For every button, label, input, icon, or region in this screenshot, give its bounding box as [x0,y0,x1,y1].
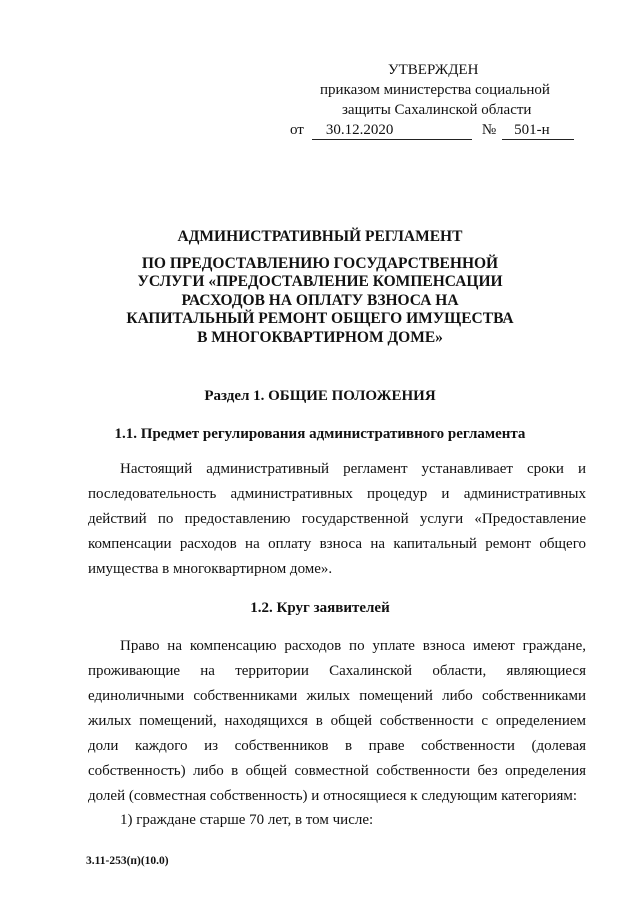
approval-order-line: приказом министерства социальной [320,82,550,98]
subsection-2-paragraph [88,634,586,809]
approval-date-number-line [280,120,580,140]
list-item-1: 1) граждане старше 70 лет, в том числе: [120,812,374,828]
approval-date: 30.12.2020 [312,122,472,140]
subsection-1-text: Настоящий административный регламент устанавливает сроки и последовательность административных процедур и административных действий по предоставлению государственной услуги «Предоставление компенсации расходов на оплату взноса на капитальный ремонт общего имущества в многоквартирном доме». [88,461,586,577]
section-heading: Раздел 1. ОБЩИЕ ПОЛОЖЕНИЯ [204,388,436,404]
title-line-6: В МНОГОКВАРТИРНОМ ДОМЕ» [197,328,443,346]
approval-block [280,60,580,140]
approval-ministry-line: защиты Сахалинской области [342,102,532,118]
subsection-1-heading: 1.1. Предмет регулирования административного регламента [114,426,526,442]
approval-number: 501-н [502,122,574,140]
title-line-3: УСЛУГИ «ПРЕДОСТАВЛЕНИЕ КОМПЕНСАЦИИ [137,273,503,290]
date-prefix: от [290,122,304,138]
title-line-5: КАПИТАЛЬНЫЙ РЕМОНТ ОБЩЕГО ИМУЩЕСТВА [126,310,514,327]
title-line-1: АДМИНИСТРАТИВНЫЙ РЕГЛАМЕНТ [177,228,463,245]
title-line-4: РАСХОДОВ НА ОПЛАТУ ВЗНОСА НА [181,291,459,309]
document-title [90,228,550,347]
footer-code: 3.11-253(п)(10.0) [86,855,169,867]
subsection-2-heading: 1.2. Круг заявителей [250,600,390,616]
subsection-2-text: Право на компенсацию расходов по уплате взноса имеют граждане, проживающие на территории Сахалинской области, являющиеся единоличными собственниками жилых помещений либо собственниками жилых помещений, находящихся в общей собственности с определением доли каждого из собственников в праве собственности (долевая собственность) либо в общей совместной собственности без определения долей (совместная собственность) и относящиеся к следующим категориям: [88,638,586,804]
approval-title: УТВЕРЖДЕН [388,62,479,78]
number-sign: № [481,122,497,138]
title-line-2: ПО ПРЕДОСТАВЛЕНИЮ ГОСУДАРСТВЕННОЙ [141,254,499,272]
subsection-1-paragraph [88,457,586,582]
